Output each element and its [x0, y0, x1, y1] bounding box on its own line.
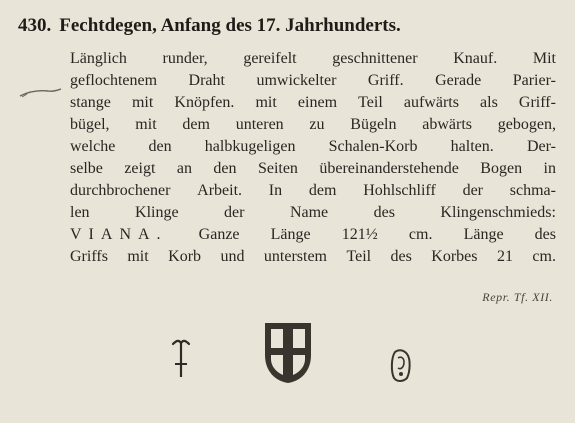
word: Korbes — [431, 248, 478, 265]
word: zu — [309, 116, 325, 133]
word: Bogen — [480, 160, 523, 177]
word: dem — [182, 116, 210, 133]
reproduction-reference: Repr. Tf. XII. — [482, 290, 553, 304]
word: Ganze — [198, 226, 240, 243]
word: Gerade — [435, 72, 482, 89]
word: Griff- — [518, 94, 556, 111]
word: durchbrochener — [70, 182, 171, 199]
word: 21 — [496, 248, 513, 265]
word: gereifelt — [243, 50, 297, 67]
word: einem — [297, 94, 338, 111]
word: len — [70, 204, 90, 221]
word: geschnittener — [332, 50, 418, 67]
word: Draht — [188, 72, 225, 89]
entry-number: 430. — [18, 15, 52, 36]
text-line — [70, 158, 556, 180]
word: Seiten — [257, 160, 298, 177]
word: Schalen-Korb — [328, 138, 418, 155]
word: bügel, — [70, 116, 110, 133]
word: zeigt — [124, 160, 156, 177]
word: Hohlschliff — [363, 182, 436, 199]
word: umwickelter — [256, 72, 337, 89]
word: des — [534, 226, 556, 243]
word: VIANA. — [70, 226, 168, 243]
word: 121½ — [341, 226, 378, 243]
word: Griffs — [70, 248, 108, 265]
word: welche — [70, 138, 116, 155]
cross-mark-icon — [170, 335, 192, 381]
word: Teil — [358, 94, 383, 111]
word: cm. — [408, 226, 433, 243]
word: übereinanderstehende — [319, 160, 459, 177]
word: unteren — [235, 116, 284, 133]
word: des — [390, 248, 412, 265]
word: Der- — [526, 138, 556, 155]
pencil-stroke-icon — [18, 86, 62, 100]
word: den — [213, 160, 237, 177]
word: In — [268, 182, 283, 199]
entry-heading — [18, 14, 563, 38]
text-line — [70, 246, 556, 268]
text-line — [70, 202, 556, 224]
shield-quartered-icon — [263, 321, 313, 385]
word: runder, — [162, 50, 208, 67]
word: in — [543, 160, 556, 177]
word: Griff. — [367, 72, 404, 89]
word: mit — [127, 248, 149, 265]
text-line — [70, 48, 556, 70]
entry-description — [70, 48, 556, 268]
word: mit — [131, 94, 154, 111]
text-line — [70, 114, 556, 136]
word: cm. — [532, 248, 556, 265]
word: der — [224, 204, 245, 221]
word: Länglich — [70, 50, 127, 67]
word: Knauf. — [453, 50, 498, 67]
word: Mit — [532, 50, 556, 67]
word: mit — [135, 116, 157, 133]
word: stange — [70, 94, 111, 111]
text-line — [70, 224, 556, 246]
word: Bügeln — [350, 116, 397, 133]
word: unterstem — [263, 248, 327, 265]
word: halbkugeligen — [204, 138, 296, 155]
word: Länge — [270, 226, 311, 243]
word: an — [176, 160, 192, 177]
word: aufwärts — [403, 94, 459, 111]
word: mit — [255, 94, 277, 111]
bladesmith-marks — [0, 318, 575, 408]
text-line — [70, 92, 556, 114]
word: Knöpfen. — [174, 94, 235, 111]
word: der — [462, 182, 483, 199]
word: Parier- — [512, 72, 556, 89]
word: Name — [289, 204, 329, 221]
text-line — [70, 70, 556, 92]
word: Klinge — [135, 204, 179, 221]
word: und — [220, 248, 245, 265]
word: abwärts — [422, 116, 473, 133]
word: geflochtenem — [70, 72, 158, 89]
word: als — [480, 94, 498, 111]
word: Länge — [463, 226, 504, 243]
word: Korb — [168, 248, 202, 265]
text-line — [70, 180, 556, 202]
word: Arbeit. — [197, 182, 243, 199]
word: den — [148, 138, 172, 155]
word: selbe — [70, 160, 103, 177]
word: Klingenschmieds: — [440, 204, 556, 221]
word: gebogen, — [497, 116, 556, 133]
small-mark-icon — [388, 348, 414, 384]
entry-title: Fechtdegen, Anfang des 17. Jahrhunderts. — [59, 15, 401, 36]
word: schma- — [509, 182, 556, 199]
word: dem — [308, 182, 337, 199]
text-line — [70, 136, 556, 158]
word: halten. — [450, 138, 494, 155]
word: des — [373, 204, 395, 221]
word: Teil — [346, 248, 372, 265]
